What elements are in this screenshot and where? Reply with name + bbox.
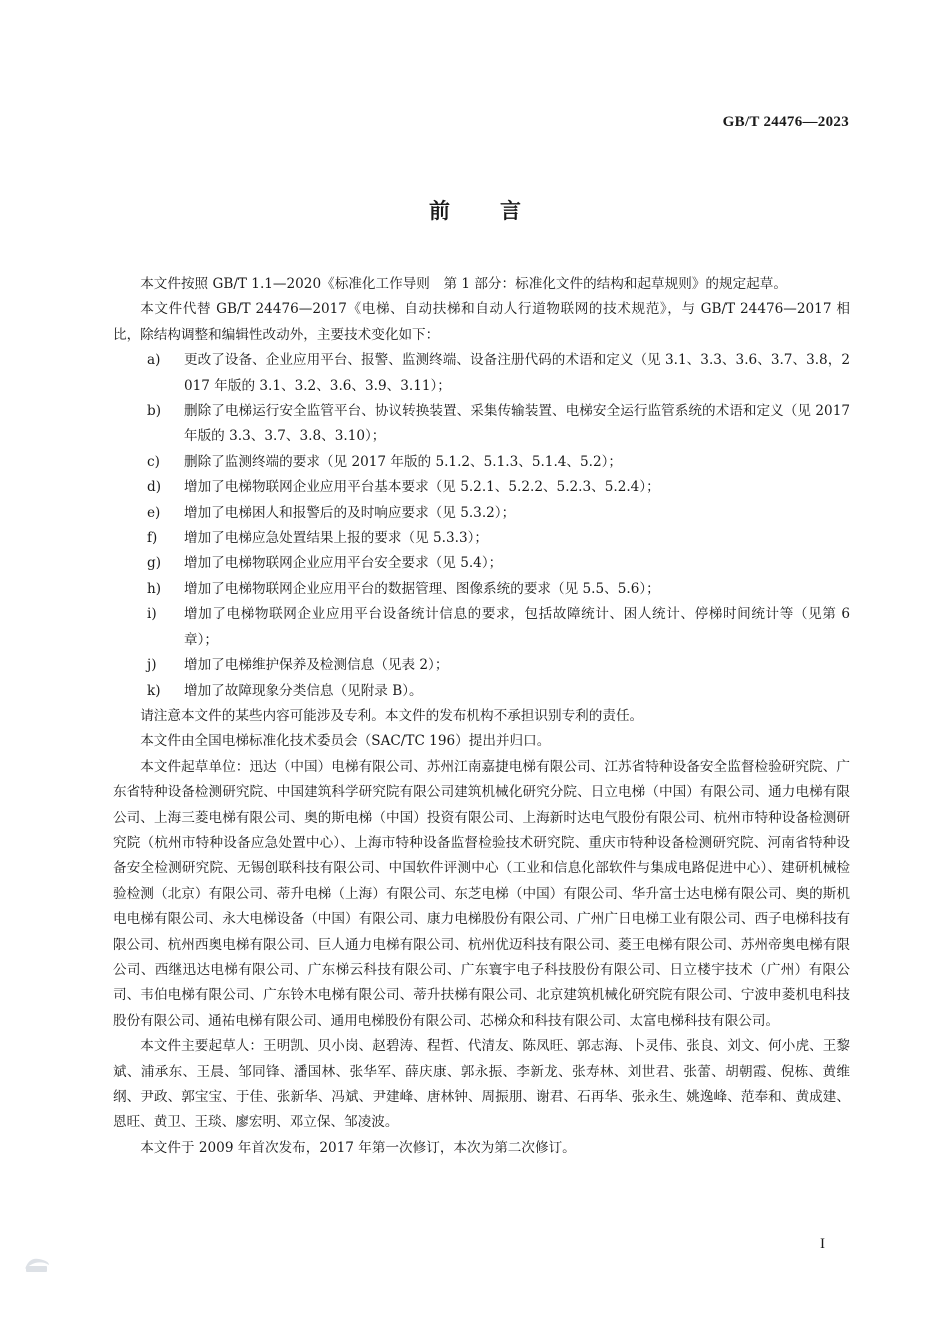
proposer-paragraph: 本文件由全国电梯标准化技术委员会（SAC/TC 196）提出并归口。 bbox=[140, 733, 551, 750]
list-item bbox=[113, 526, 850, 551]
drafting-organizations: 本文件起草单位：迅达（中国）电梯有限公司、苏州江南嘉捷电梯有限公司、江苏省特种设备安全监督检验研究院、广东省特种设备检测研究院、中国建筑科学研究院有限公司建筑机械化研究分院、日立电梯（中国）有限公司、通力电梯有限公司、上海三菱电梯有限公司、奥的斯电梯（中国）投资有限公司、上海新时达电气股份有限公司、杭州市特种设备检测研究院（杭州市特种设备应急处置中心）、上海市特种设备监督检验技术研究院、重庆市特种设备检测研究院、河南省特种设备安全检测研究院、无锡创联科技有限公司、中国软件评测中心（工业和信息化部软件与集成电路促进中心）、建研机械检验检测（北京）有限公司、蒂升电梯（上海）有限公司、东芝电梯（中国）有限公司、华升富士达电梯有限公司、奥的斯机电电梯有限公司、永大电梯设备（中国）有限公司、康力电梯股份有限公司、广州广日电梯工业有限公司、西子电梯科技有限公司、杭州西奥电梯有限公司、巨人通力电梯有限公司、杭州优迈科技有限公司、菱王电梯有限公司、苏州帝奥电梯有限公司、西继迅达电梯有限公司、广东梯云科技有限公司、广东寰宇电子科技股份有限公司、日立楼宇技术（广州）有限公司、韦伯电梯有限公司、广东铃木电梯有限公司、蒂升扶梯有限公司、北京建筑机械化研究院有限公司、宁波申菱机电科技股份有限公司、通祐电梯有限公司、通用电梯股份有限公司、芯梯众和科技有限公司、太富电梯科技有限公司。 bbox=[113, 758, 850, 1029]
list-item-text: 增加了故障现象分类信息（见附录 B）。 bbox=[184, 682, 423, 699]
list-item bbox=[113, 679, 850, 704]
list-item-label: a) bbox=[147, 352, 161, 369]
list-item-label: e) bbox=[147, 504, 161, 521]
list-item-label: g) bbox=[147, 555, 162, 572]
list-item-label: d) bbox=[147, 479, 162, 496]
list-item-label: j) bbox=[147, 657, 157, 674]
list-item-label: f) bbox=[147, 530, 158, 547]
list-item bbox=[113, 450, 850, 475]
list-item bbox=[113, 501, 850, 526]
list-item bbox=[113, 348, 850, 399]
list-item-label: k) bbox=[147, 682, 161, 699]
paragraph: 本文件代替 GB/T 24476—2017《电梯、自动扶梯和自动人行道物联网的技术规范》，与 GB/T 24476—2017 相比，除结构调整和编辑性改动外，主要技术变化如下： bbox=[113, 301, 850, 343]
list-item-label: i) bbox=[147, 606, 157, 623]
standard-number: GB/T 24476—2023 bbox=[722, 114, 849, 130]
list-item bbox=[113, 577, 850, 602]
list-item-text: 删除了监测终端的要求（见 2017 年版的 5.1.2、5.1.3、5.1.4、5.2）； bbox=[184, 453, 623, 470]
list-item-text: 增加了电梯物联网企业应用平台的数据管理、图像系统的要求（见 5.5、5.6）； bbox=[184, 580, 660, 597]
list-item-label: h) bbox=[147, 580, 162, 597]
list-item-text: 增加了电梯物联网企业应用平台基本要求（见 5.2.1、5.2.2、5.2.3、5.2.4）； bbox=[184, 479, 660, 496]
list-item bbox=[113, 475, 850, 500]
page-title: 前言 bbox=[429, 199, 571, 223]
list-item bbox=[113, 653, 850, 678]
list-item-text: 删除了电梯运行安全监管平台、协议转换装置、采集传输装置、电梯安全运行监管系统的术语和定义（见 2017 年版的 3.3、3.7、3.8、3.10）； bbox=[184, 403, 850, 445]
list-item bbox=[113, 399, 850, 450]
list-item-label: b) bbox=[147, 403, 162, 420]
foreword-body bbox=[113, 272, 850, 1161]
list-item-text: 增加了电梯物联网企业应用平台安全要求（见 5.4）； bbox=[184, 555, 503, 572]
changes-list bbox=[113, 348, 850, 704]
list-item-text: 增加了电梯物联网企业应用平台设备统计信息的要求，包括故障统计、困人统计、停梯时间统计等（见第 6 章）； bbox=[184, 606, 850, 648]
paragraph: 本文件按照 GB/T 1.1—2020《标准化工作导则 第 1 部分：标准化文件的结构和起草规则》的规定起草。 bbox=[140, 276, 787, 292]
list-item bbox=[113, 551, 850, 576]
list-item-text: 更改了设备、企业应用平台、报警、监测终端、设备注册代码的术语和定义（见 3.1、3.3、3.6、3.7、3.8，2017 年版的 3.1、3.2、3.6、3.9、3.11）； bbox=[184, 352, 850, 394]
sac-logo-icon bbox=[23, 1255, 51, 1275]
patent-notice: 请注意本文件的某些内容可能涉及专利。本文件的发布机构不承担识别专利的责任。 bbox=[140, 707, 644, 724]
list-item-text: 增加了电梯维护保养及检测信息（见表 2）； bbox=[184, 657, 449, 674]
list-item-label: c) bbox=[147, 453, 160, 470]
drafters: 本文件主要起草人：王明凯、贝小岗、赵碧涛、程哲、代清友、陈凤旺、郭志海、卜灵伟、张良、刘文、何小虎、王黎斌、浦承东、王晨、邹同锋、潘国林、张华军、薛庆康、郭永振、李新龙、张寿林、刘世君、张蕾、胡朝霞、倪栋、黄维纲、尹政、郭宝宝、于佳、张新华、冯斌、尹建峰、唐林钟、周振朋、谢君、石再华、张永生、姚逸峰、范奉和、黄成建、恩旺、黄卫、王琰、廖宏明、邓立保、邹凌波。 bbox=[113, 1038, 850, 1131]
list-item-text: 增加了电梯困人和报警后的及时响应要求（见 5.3.2）； bbox=[184, 504, 516, 521]
list-item-text: 增加了电梯应急处置结果上报的要求（见 5.3.3）； bbox=[184, 530, 488, 547]
page-number: I bbox=[820, 1236, 825, 1252]
list-item bbox=[113, 602, 850, 653]
revision-history: 本文件于 2009 年首次发布，2017 年第一次修订，本次为第二次修订。 bbox=[140, 1139, 576, 1156]
